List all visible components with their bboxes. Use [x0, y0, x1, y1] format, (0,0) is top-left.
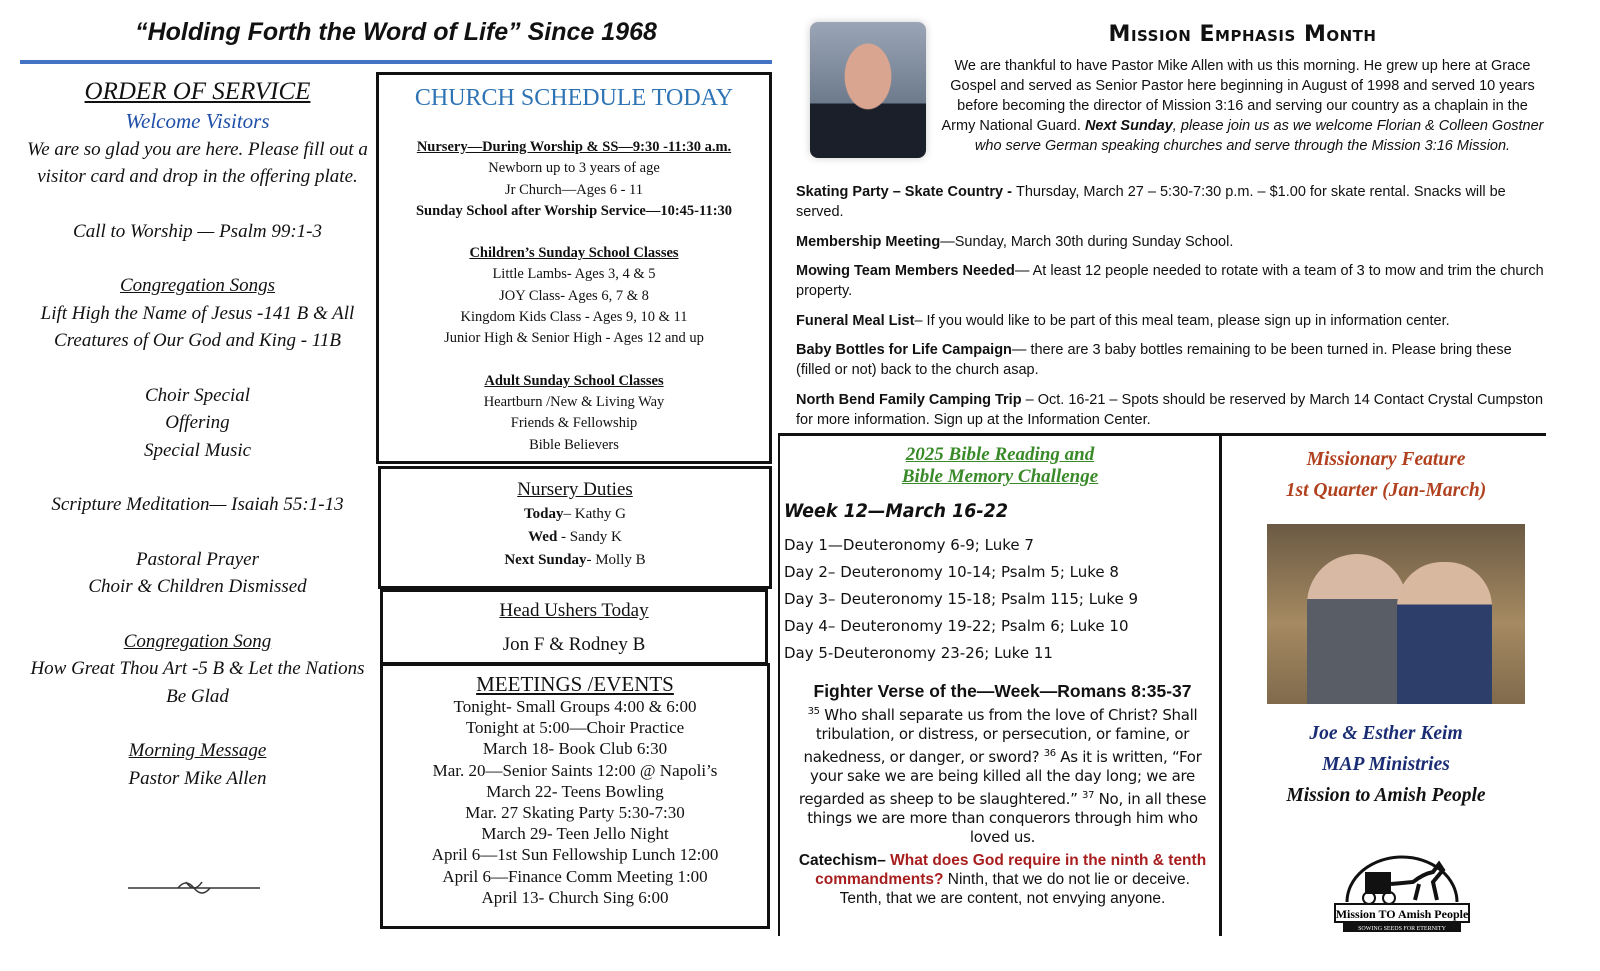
divider [20, 60, 772, 64]
bible-title: Bible Memory Challenge [901, 466, 1099, 487]
mission-text: We are thankful to have Pastor Mike Allen with us this morning. He grew up here at Grace Gospel and served as Senior Pastor here beginning in August of 1998 and served 10 years before becoming the director of Mission 3:16 and serving our country as a chaplain in the Army National Guard. Next Sunday, please join us as we welcome Florian & Colleen Gostner who serve German speaking churches and serve through the Mission 3:16 Mission. [941, 58, 1544, 154]
duty-row: Wed - Sandy K [528, 529, 622, 545]
adult-classes-heading: Adult Sunday School Classes [484, 372, 664, 389]
welcome-heading: Welcome Visitors [125, 109, 270, 133]
motto-header: “Holding Forth the Word of Life” Since 1968 [135, 18, 657, 46]
reading-day: Day 1—Deuteronomy 6-9; Luke 7 [784, 536, 1034, 554]
meeting-item: Mar. 27 Skating Party 5:30-7:30 [465, 803, 685, 823]
choir-special: Choir Special [144, 384, 251, 406]
duty-row: Next Sunday- Molly B [504, 552, 646, 568]
order-of-service [20, 76, 375, 792]
svg-text:SOWING SEEDS FOR ETERNITY: SOWING SEEDS FOR ETERNITY [1358, 926, 1446, 932]
nursery-age: Newborn up to 3 years of age [488, 160, 660, 177]
meeting-item: Mar. 20—Senior Saints 12:00 @ Napoli’s [432, 760, 718, 780]
nursery-duties-box [378, 466, 772, 589]
class-item: Bible Believers [529, 436, 619, 453]
week-heading: Week 12—March 16-22 [784, 500, 1009, 522]
ornament-icon [128, 878, 260, 898]
announcement: Membership Meeting—Sunday, March 30th during Sunday School. [796, 233, 1234, 250]
church-schedule-box [376, 72, 772, 464]
amish-buggy-logo-icon [1333, 852, 1471, 934]
mission-title: Mission Emphasis Month [1108, 22, 1377, 47]
message-heading: Morning Message [128, 740, 267, 761]
children-classes-heading: Children’s Sunday School Classes [469, 245, 679, 262]
pastor-photo [810, 22, 926, 158]
class-item: Little Lambs- Ages 3, 4 & 5 [492, 266, 656, 283]
divider [778, 434, 780, 936]
jr-church: Jr Church—Ages 6 - 11 [505, 181, 643, 198]
meeting-item: April 6—1st Sun Fellowship Lunch 12:00 [431, 845, 719, 865]
meeting-item: Tonight at 5:00—Choir Practice [465, 718, 685, 738]
reading-day: Day 5-Deuteronomy 23-26; Luke 11 [784, 644, 1053, 662]
dismissed: Choir & Children Dismissed [88, 576, 307, 597]
offering: Offering [165, 412, 230, 433]
head-ushers-box [380, 589, 768, 665]
message: Pastor Mike Allen [128, 767, 267, 789]
songs: Lift High the Name of Jesus -141 B & All Creatures of Our God and King - 11B [40, 302, 355, 351]
catechism: Catechism– What does God require in the ninth & tenth commandments? Ninth, that we do not lie or deceive. Tenth, that we are content, not envying anyone. [798, 852, 1207, 907]
welcome-text: We are so glad you are here. Please fill out a visitor card and drop in the offering plate. [27, 138, 368, 187]
songs-heading: Congregation Songs [120, 275, 275, 296]
sunday-school-time: Sunday School after Worship Service—10:45-11:30 [415, 202, 733, 219]
reading-day: Day 3– Deuteronomy 15-18; Psalm 115; Luke 9 [784, 590, 1139, 608]
announcement: Mowing Team Members Needed— At least 12 people needed to rotate with a team of 3 to mow and trim the church property. [796, 263, 1544, 299]
missionary-org: MAP Ministries [1322, 754, 1450, 775]
svg-text:Mission TO Amish People: Mission TO Amish People [1335, 907, 1469, 921]
duty-row: Today– Kathy G [524, 506, 626, 522]
announcement: North Bend Family Camping Trip – Oct. 16-21 – Spots should be reserved by March 14 Contact Crystal Cumpston for more information. Sign up at the Information Center. [796, 391, 1544, 428]
schedule-title: CHURCH SCHEDULE TODAY [414, 85, 734, 111]
meetings-box [380, 663, 770, 929]
class-item: Friends & Fellowship [510, 415, 638, 432]
announcements [796, 182, 1548, 439]
song: How Great Thou Art -5 B & Let the Nations Be Glad [30, 658, 365, 707]
bible-reading [782, 444, 1218, 667]
prayer: Pastoral Prayer [136, 548, 259, 570]
announcement: Skating Party – Skate Country - Thursday, March 27 – 5:30-7:30 p.m. – $1.00 for skate rental. Snacks will be served. [796, 184, 1506, 220]
missionary-mission: Mission to Amish People [1286, 785, 1486, 806]
nursery-duties-title: Nursery Duties [517, 479, 633, 500]
meeting-item: March 18- Book Club 6:30 [482, 739, 668, 759]
missionary-feature [1226, 444, 1546, 506]
meeting-item: April 6—Finance Comm Meeting 1:00 [442, 866, 708, 886]
meeting-item: March 29- Teen Jello Night [481, 824, 669, 844]
order-title: ORDER OF SERVICE [84, 78, 311, 105]
special-music: Special Music [143, 439, 252, 461]
missionary-photo [1267, 524, 1525, 704]
nursery-time: Nursery—During Worship & SS—9:30 -11:30 a.m. [416, 139, 732, 155]
meetings-list [383, 696, 767, 908]
missionary-couple: Joe & Esther Keim [1309, 723, 1463, 744]
missionary-quarter: 1st Quarter (Jan-March) [1285, 480, 1487, 501]
announcement: Funeral Meal List– If you would like to be part of this meal team, please sign up in information center. [796, 312, 1450, 329]
verse-title: Fighter Verse of the—Week—Romans 8:35-37 [813, 681, 1192, 701]
class-item: Heartburn /New & Living Way [483, 393, 665, 410]
meeting-item: Tonight- Small Groups 4:00 & 6:00 [453, 697, 697, 716]
ushers-title: Head Ushers Today [499, 600, 649, 621]
divider [1219, 434, 1222, 936]
class-item: Junior High & Senior High - Ages 12 and up [444, 330, 704, 347]
fighter-verse [790, 681, 1215, 847]
class-item: Kingdom Kids Class - Ages 9, 10 & 11 [460, 309, 688, 326]
verse-text: $^{35}$ Who shall separate us from the love of Christ? Shall tribulation, or distress, or persecution, or famine, or nakedness, or danger, or sword? $^{36}$ As it is written, “For your sake we are being killed all the day long; we are regarded as sheep to be slaughtered.” $^{37}$ No, in all these things we are more than conquerors through him who loved us. [798, 706, 1207, 846]
song-heading: Congregation Song [123, 630, 272, 652]
meeting-item: March 22- Teens Bowling [486, 781, 664, 801]
class-item: JOY Class- Ages 6, 7 & 8 [499, 287, 649, 304]
reading-day: Day 4– Deuteronomy 19-22; Psalm 6; Luke 10 [784, 617, 1129, 635]
meetings-title: MEETINGS /EVENTS [476, 672, 674, 696]
call-to-worship: Call to Worship — Psalm 99:1-3 [73, 220, 322, 242]
meeting-item: April 13- Church Sing 6:00 [481, 887, 669, 907]
bible-title: 2025 Bible Reading and [905, 444, 1095, 465]
ushers-names: Jon F & Rodney B [502, 634, 646, 655]
missionary-title: Missionary Feature [1306, 449, 1466, 470]
scripture: Scripture Meditation— Isaiah 55:1-13 [51, 494, 344, 515]
divider [778, 433, 1546, 436]
reading-day: Day 2– Deuteronomy 10-14; Psalm 5; Luke 8 [784, 563, 1119, 581]
missionary-names [1226, 718, 1546, 811]
announcement: Baby Bottles for Life Campaign— there are 3 baby bottles remaining to be been turned in. Please bring these (filled or not) back to the church asap. [796, 342, 1512, 378]
